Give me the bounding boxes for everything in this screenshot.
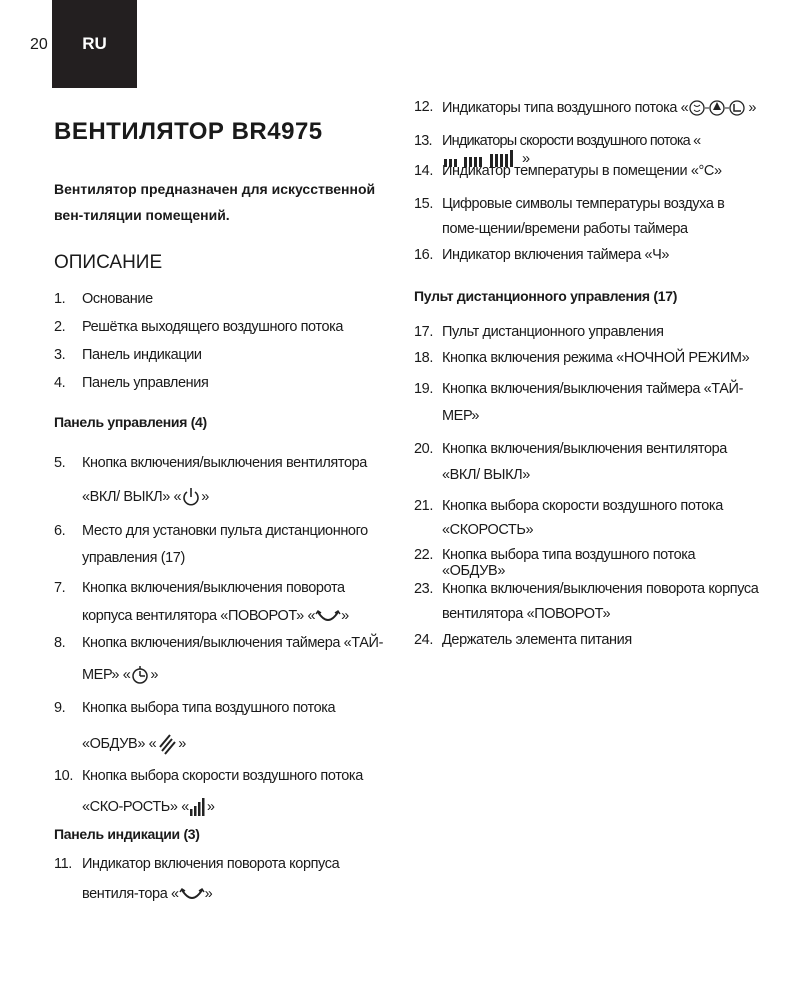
- item-text: Кнопка включения/выключения поворота корпуса вентилятора «ПОВОРОТ» «: [82, 580, 345, 624]
- item-number: 15.: [414, 196, 433, 212]
- list-item: [54, 518, 394, 572]
- list-item: [54, 291, 394, 307]
- item-number: 16.: [414, 247, 433, 263]
- speed-bars-icon: [189, 797, 207, 817]
- item-text-end: »: [150, 667, 159, 683]
- item-text-end: »: [748, 99, 757, 116]
- list-item: [54, 375, 394, 391]
- item-text: Кнопка включения/выключения вентилятора «ВКЛ/ ВЫКЛ» «: [82, 455, 367, 505]
- list-item: [54, 854, 394, 909]
- item-text: Пульт дистанционного управления: [442, 324, 664, 340]
- item-text: Основание: [82, 291, 153, 307]
- item-text: Индикаторы типа воздушного потока «: [442, 99, 689, 116]
- item-number: 8.: [54, 635, 66, 651]
- list-item: [414, 99, 759, 117]
- list-item: [54, 698, 394, 762]
- item-number: 4.: [54, 375, 66, 391]
- item-number: 19.: [414, 381, 433, 397]
- airflow-type-icons: [688, 99, 748, 117]
- item-number: 12.: [414, 99, 433, 115]
- item-text: Индикатор включения таймера «Ч»: [442, 247, 670, 263]
- list-item: [54, 347, 394, 363]
- list-item: [54, 633, 394, 691]
- page-number: 20: [30, 36, 48, 53]
- item-text: Держатель элемента питания: [442, 632, 632, 648]
- list-item: [414, 324, 759, 340]
- list-item: [414, 350, 759, 366]
- item-number: 11.: [54, 856, 72, 872]
- list-item: [414, 436, 759, 488]
- item-text: Место для установки пульта дистанционного управления (17): [82, 523, 368, 566]
- rotation-icon: [179, 886, 205, 902]
- item-number: 3.: [54, 347, 66, 363]
- item-number: 17.: [414, 324, 433, 340]
- list-item: [414, 163, 759, 179]
- item-text: Индикатор температуры в помещении «°C»: [442, 163, 722, 179]
- page-title: ВЕНТИЛЯТОР BR4975: [54, 118, 323, 145]
- item-number: 13.: [414, 133, 432, 149]
- item-number: 10.: [54, 768, 73, 784]
- list-item: [414, 494, 759, 542]
- item-text: Кнопка выбора типа воздушного потока «ОБДУВ»: [442, 547, 696, 579]
- item-text-end: »: [178, 736, 186, 752]
- item-number: 6.: [54, 523, 66, 539]
- item-text-end: »: [204, 886, 213, 902]
- rotation-icon: [315, 608, 341, 624]
- item-text-end: »: [341, 608, 349, 624]
- item-text: Кнопка включения/выключения поворота корпуса вентилятора «ПОВОРОТ»: [442, 581, 759, 622]
- subheading-display-panel: Панель индикации (3): [54, 826, 200, 842]
- item-text: Кнопка выбора скорости воздушного потока «СКОРОСТЬ»: [442, 498, 723, 538]
- item-number: 7.: [54, 580, 66, 596]
- item-text: Кнопка включения режима «НОЧНОЙ РЕЖИМ»: [442, 350, 750, 366]
- list-item: [414, 547, 759, 579]
- item-text-end: »: [522, 150, 530, 167]
- list-item: [414, 632, 759, 648]
- timer-icon: [130, 664, 150, 686]
- list-item: [414, 577, 759, 627]
- item-number: 21.: [414, 498, 433, 514]
- item-text: Индикаторы скорости воздушного потока «: [442, 133, 701, 149]
- item-number: 14.: [414, 163, 433, 179]
- item-number: 18.: [414, 350, 433, 366]
- item-text-end: »: [201, 489, 209, 505]
- item-text: Кнопка выбора скорости воздушного потока «СКО-РОСТЬ» «: [82, 768, 363, 815]
- item-number: 24.: [414, 632, 433, 648]
- item-text-end: »: [206, 799, 215, 815]
- item-number: 2.: [54, 319, 66, 335]
- item-text: Кнопка включения/выключения вентилятора «ВКЛ/ ВЫКЛ»: [442, 441, 727, 483]
- item-text: Индикатор включения поворота корпуса вентиля-тора «: [82, 856, 340, 902]
- item-text: Решётка выходящего воздушного потока: [82, 319, 344, 335]
- section-heading: ОПИСАНИЕ: [54, 252, 163, 273]
- list-item: [414, 247, 759, 263]
- airflow-icon: [156, 733, 178, 755]
- subheading-remote: Пульт дистанционного управления (17): [414, 288, 678, 304]
- item-text: Кнопка включения/выключения таймера «ТАЙ-МЕР» «: [82, 635, 384, 683]
- item-text: Кнопка выбора типа воздушного потока «ОБДУВ» «: [82, 700, 336, 752]
- language-tab: RU: [52, 0, 137, 88]
- list-item: [414, 376, 759, 430]
- item-text: Панель индикации: [82, 347, 202, 363]
- item-text: Кнопка включения/выключения таймера «ТАЙ-МЕР»: [442, 381, 744, 424]
- subheading-control-panel: Панель управления (4): [54, 414, 207, 430]
- intro-text: Вентилятор предназначен для искусственной вен-тиляции помещений.: [54, 181, 376, 223]
- item-number: 20.: [414, 441, 433, 457]
- item-text: Цифровые символы температуры воздуха в поме-щении/времени работы таймера: [442, 196, 725, 237]
- power-icon: [181, 486, 201, 508]
- list-item: [54, 766, 394, 823]
- item-number: 5.: [54, 455, 66, 471]
- list-item: [54, 453, 394, 514]
- list-item: [54, 574, 394, 630]
- list-item: [414, 192, 759, 242]
- item-number: 22.: [414, 547, 433, 563]
- item-text: Панель управления: [82, 375, 209, 391]
- list-item: [54, 319, 394, 335]
- item-number: 1.: [54, 291, 66, 307]
- item-number: 9.: [54, 700, 66, 716]
- item-number: 23.: [414, 581, 433, 597]
